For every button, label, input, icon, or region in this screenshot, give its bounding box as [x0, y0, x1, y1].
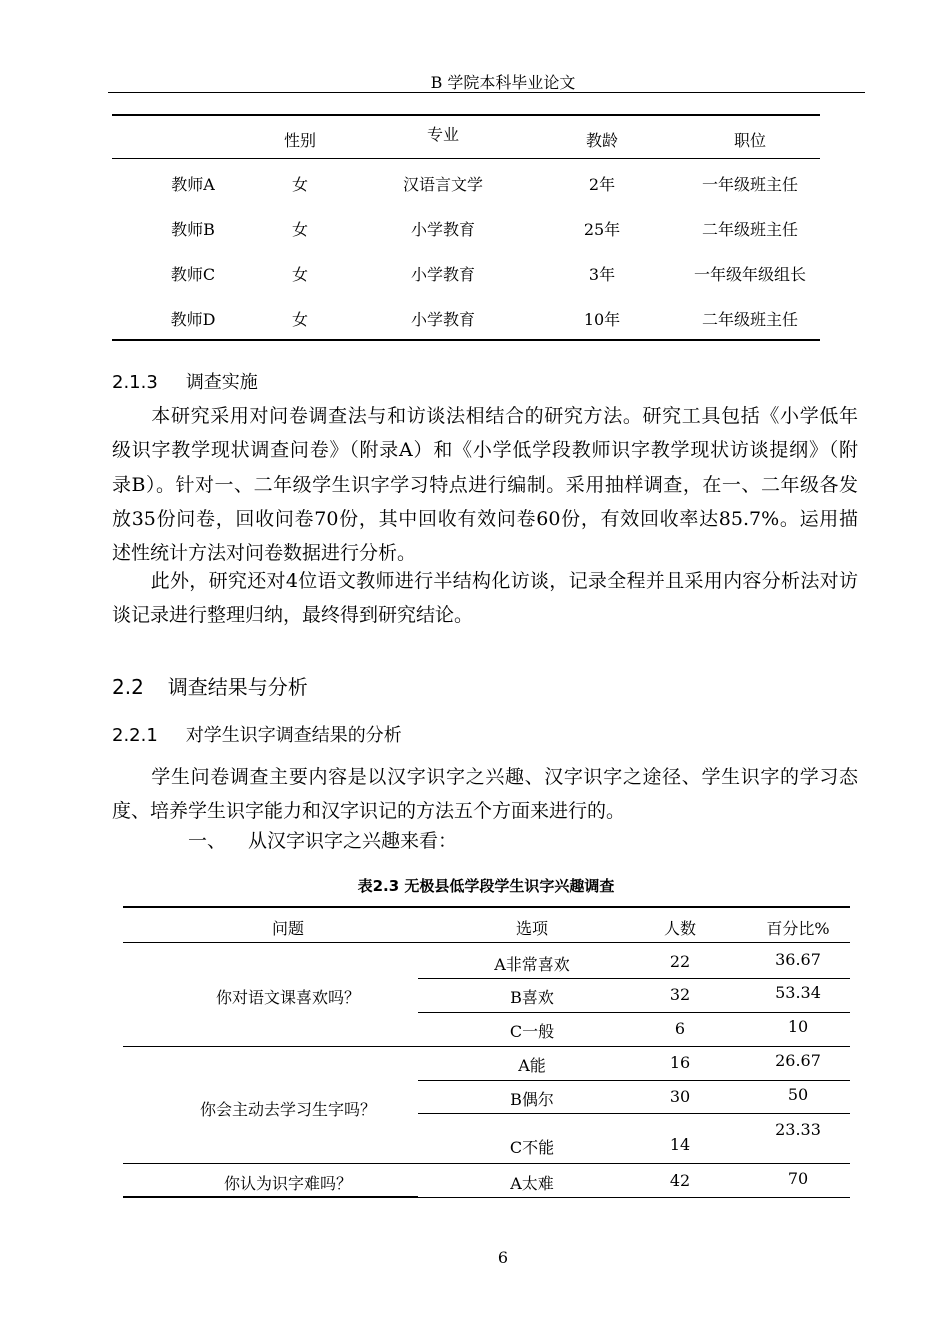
table-cell: 女: [291, 220, 309, 239]
table-top-rule: [123, 906, 850, 908]
row-rule: [418, 1113, 850, 1114]
option-cell: C一般: [509, 1022, 555, 1041]
table-header-rule: [112, 158, 820, 159]
count-cell: 22: [669, 952, 691, 971]
row-rule: [418, 978, 850, 979]
column-header: 专业: [426, 125, 460, 144]
paragraph-line: 录B）。针对一、二年级学生识字学习特点进行编制。采用抽样调查，在一、二年级各发: [112, 473, 858, 496]
table-cell: 2年: [588, 175, 616, 194]
header-rule: [108, 92, 865, 93]
percent-cell: 10: [787, 1017, 809, 1036]
table-cell: 25年: [583, 220, 621, 239]
option-cell: B喜欢: [510, 988, 554, 1007]
percent-cell: 70: [787, 1169, 809, 1188]
question-cell: 你对语文课喜欢吗？: [215, 988, 361, 1007]
paragraph-line: 本研究采用对问卷调查法与和访谈法相结合的研究方法。研究工具包括《小学低年: [112, 405, 858, 427]
table-header-rule: [123, 942, 850, 943]
paragraph-line: 述性统计方法对问卷数据进行分析。: [112, 542, 417, 565]
table-cell: 一年级年级组长: [693, 265, 807, 284]
paragraph-line: 放35份问卷，回收问卷70份，其中回收有效问卷60份，有效回收率达85.7%。运用描: [112, 507, 858, 530]
table-cell: 二年级班主任: [701, 220, 799, 239]
column-header: 问题: [271, 919, 305, 938]
table-cell: 女: [291, 175, 309, 194]
page-number: 6: [497, 1248, 509, 1267]
option-cell: C不能: [509, 1138, 555, 1157]
row-rule: [418, 1012, 850, 1013]
count-cell: 16: [669, 1053, 691, 1072]
section-2-2-1-heading: 2.2.1 对学生识字调查结果的分析: [112, 725, 402, 746]
option-cell: B偶尔: [510, 1090, 554, 1109]
table-cell: 小学教育: [410, 265, 476, 284]
column-header: 性别: [283, 131, 317, 150]
percent-cell: 50: [787, 1085, 809, 1104]
count-cell: 32: [669, 985, 691, 1004]
table-bottom-rule: [112, 339, 820, 341]
table-bottom-rule: [123, 1196, 418, 1198]
running-header: B 学院本科毕业论文: [430, 73, 576, 92]
table-caption: 表2.3 无极县低学段学生识字兴趣调查: [357, 877, 615, 895]
table-cell: 教师D: [170, 310, 216, 329]
paragraph-line: 级识字教学现状调查问卷》（附录A）和《小学低学段教师识字教学现状访谈提纲》（附: [112, 439, 858, 462]
table-bottom-rule: [418, 1197, 850, 1198]
list-item-number: 一、: [188, 830, 227, 852]
table-top-rule: [112, 114, 820, 116]
table-cell: 10年: [583, 310, 621, 329]
table-cell: 教师B: [171, 220, 215, 239]
table-cell: 3年: [588, 265, 616, 284]
table-cell: 汉语言文学: [402, 175, 484, 194]
table-cell: 女: [291, 265, 309, 284]
table-cell: 教师A: [171, 175, 215, 194]
row-rule: [418, 1080, 850, 1081]
question-cell: 你认为识字难吗？: [223, 1174, 353, 1193]
column-header: 人数: [663, 919, 697, 938]
count-cell: 14: [669, 1135, 691, 1154]
paragraph-line: 学生问卷调查主要内容是以汉字识字之兴趣、汉字识字之途径、学生识字的学习态: [112, 766, 858, 788]
table-cell: 二年级班主任: [701, 310, 799, 329]
column-header: 教龄: [585, 131, 619, 150]
percent-cell: 26.67: [775, 1051, 821, 1070]
question-cell: 你会主动去学习生字吗？: [199, 1100, 377, 1119]
paragraph-line: 度、培养学生识字能力和汉字识记的方法五个方面来进行的。: [112, 800, 626, 823]
table-cell: 小学教育: [410, 310, 476, 329]
column-header: 职位: [733, 131, 767, 150]
table-cell: 小学教育: [410, 220, 476, 239]
count-cell: 6: [674, 1019, 686, 1038]
option-cell: A能: [518, 1056, 546, 1075]
table-cell: 女: [291, 310, 309, 329]
group-rule: [123, 1163, 850, 1164]
column-header: 选项: [515, 919, 549, 938]
section-2-2-heading: 2.2 调查结果与分析: [112, 675, 308, 699]
percent-cell: 36.67: [775, 950, 821, 969]
section-2-1-3-heading: 2.1.3 调查实施: [112, 372, 258, 393]
percent-cell: 23.33: [775, 1120, 821, 1139]
paragraph-line: 此外，研究还对4位语文教师进行半结构化访谈，记录全程并且采用内容分析法对访: [112, 570, 858, 592]
count-cell: 30: [669, 1087, 691, 1106]
table-cell: 教师C: [170, 265, 216, 284]
list-item-text: 从汉字识字之兴趣来看：: [248, 830, 458, 852]
option-cell: A非常喜欢: [494, 955, 570, 974]
group-rule: [123, 1046, 850, 1047]
table-cell: 一年级班主任: [701, 175, 799, 194]
option-cell: A太难: [510, 1174, 554, 1193]
column-header: 百分比%: [766, 919, 830, 938]
percent-cell: 53.34: [775, 983, 821, 1002]
paragraph-line: 谈记录进行整理归纳，最终得到研究结论。: [112, 604, 474, 627]
count-cell: 42: [669, 1171, 691, 1190]
